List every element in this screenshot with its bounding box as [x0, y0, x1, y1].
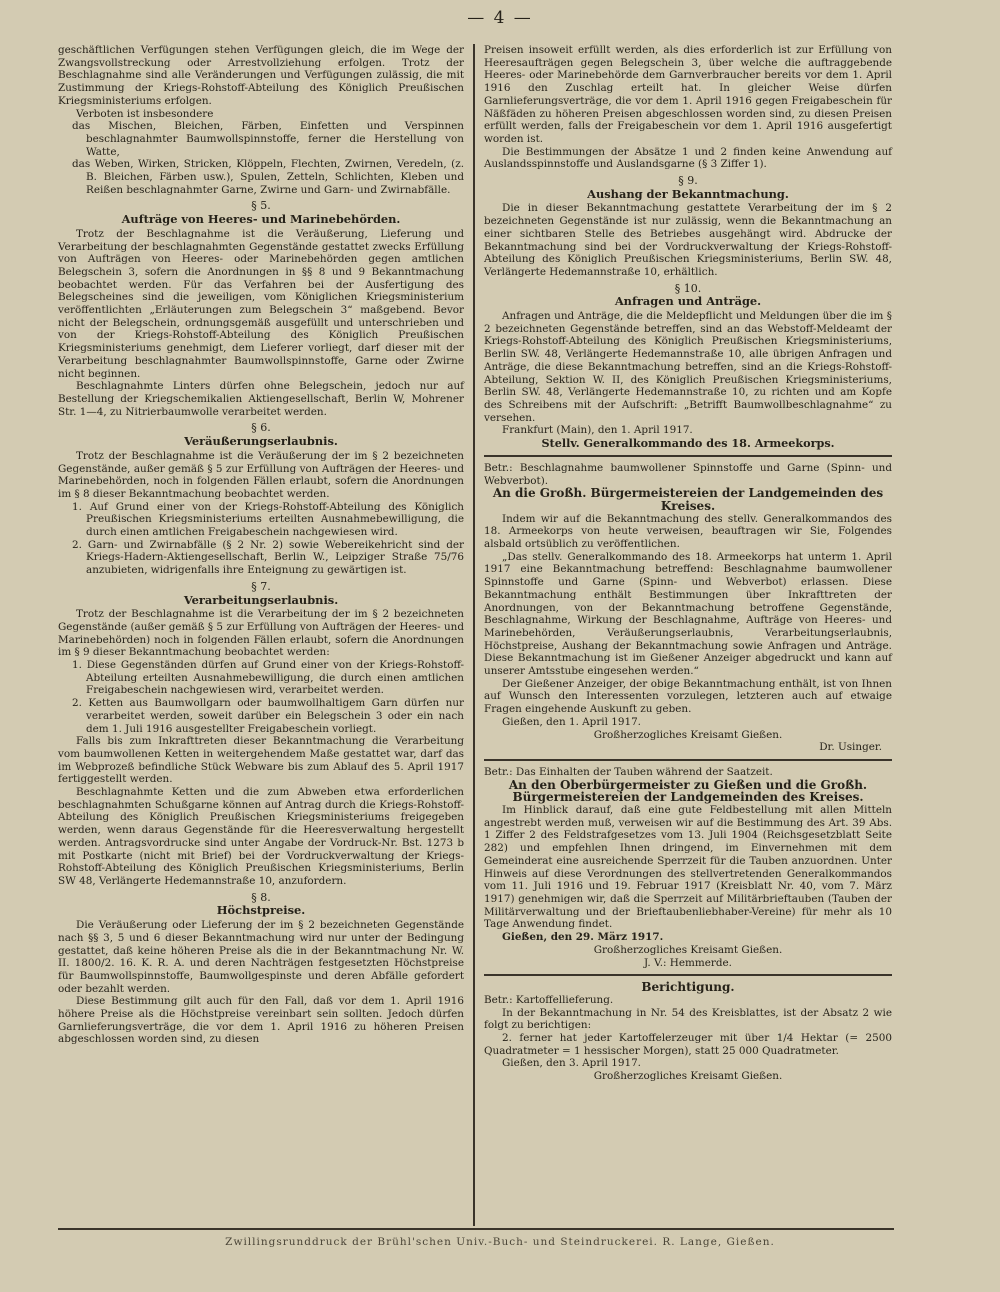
dateline: Frankfurt (Main), den 1. April 1917. [502, 424, 693, 437]
signature-name: J. V.: Hemmerde. [644, 956, 732, 969]
paragraph: Indem wir auf die Bekanntmachung des stellv. Generalkommandos des 18. Armeekorps von heute verweisen, beauftragen wir Sie, Folgendes alsbald ortsüblich zu veröffentlichen. [484, 512, 892, 551]
list-item: 2. Ketten aus Baumwollgarn oder baumwollhaltigem Garn dürfen nur verarbeitet werden, soweit darüber ein Belegschein 3 oder ein nach dem 1. Juli 1916 ausgestellter Freigabeschein vorliegt. [72, 697, 464, 735]
paragraph: Trotz der Beschlagnahme ist die Veräußerung der im § 2 bezeichneten Gegenstände, außer gemäß § 5 zur Erfüllung von Aufträgen der Heeres- und Marinebehörden, noch in folgenden Fällen erlaubt, sofern die Anordnungen im § 8 dieser Bekanntmachung beobachtet werden. [58, 449, 464, 500]
section-heading: Berichtigung. [641, 980, 735, 995]
subject-line: Betr.: Kartoffellieferung. [484, 993, 614, 1006]
subject-line: Betr.: Beschlagnahme baumwollener Spinnstoffe und Garne (Spinn- und Webverbot). [484, 461, 892, 487]
signature-name: Dr. Usinger. [819, 741, 882, 754]
section-number: § 9. [678, 174, 698, 188]
section-number: § 5. [251, 199, 271, 213]
signature: Großherzogliches Kreisamt Gießen. [593, 728, 783, 741]
list-item: 1. Diese Gegenständen dürfen auf Grund einer von der Kriegs-Rohstoff-Abteilung erteilten Ausnahmebewilligung, die durch einen amtlichen Freigabeschein nachgewiesen wird, verarbeitet werden. [72, 659, 464, 697]
list-item: 1. Auf Grund einer von der Kriegs-Rohstoff-Abteilung des Königlich Preußischen Kriegsministeriums erteilten Ausnahmebewilligung, die durch einen amtlichen Freigabeschein nachgewiesen wird. [72, 500, 464, 539]
dateline: Gießen, den 29. März 1917. [502, 931, 664, 944]
paragraph: Falls bis zum Inkrafttreten dieser Bekanntmachung die Verarbeitung vom baumwollenen Ketten in weitergehendem Maße gestattet war, darf das im Webprozeß befindliche Stück Webware bis zum Ablauf des 5. April 1917 fertiggestellt werden. [58, 735, 464, 786]
divider [484, 974, 892, 976]
paragraph: Trotz der Beschlagnahme ist die Verarbeitung der im § 2 bezeichneten Gegenstände (außer gemäß § 5 zur Erfüllung von Aufträgen der Heeres- und Marinebehörden) noch in folgenden Fällen erlaubt, sofern die Anordnungen im § 9 dieser Bekanntmachung beobachtet werden: [58, 608, 464, 659]
divider [484, 455, 892, 457]
paragraph: Preisen insoweit erfüllt werden, als dies erforderlich ist zur Erfüllung von Heeresaufträgen gegen Belegschein 3, über welche die auftraggebende Heeres- oder Marinebehörde dem Garnverbraucher bereits vor dem 1. April 1916 den Zuschlag erteilt hat. In gleicher Weise dürfen Garnlieferungsverträge, die vor dem 1. April 1916 gegen Freigabeschein für Näßfäden zu höheren Preisen abgeschlossen worden sind, zu diesen Preisen erfüllt werden, falls der Freigabeschein vor dem 1. April 1916 ausgefertigt worden ist. [484, 44, 892, 145]
section-heading: Aushang der Bekanntmachung. [587, 186, 789, 201]
paragraph: In der Bekanntmachung in Nr. 54 des Kreisblattes, ist der Absatz 2 wie folgt zu berichtigen: [484, 1006, 892, 1032]
section-heading: Veräußerungserlaubnis. [184, 434, 338, 449]
paragraph: Beschlagnahmte Ketten und die zum Abweben etwa erforderlichen beschlagnahmten Schußgarne können auf Antrag durch die Kriegs-Rohstoff-Abteilung des Königlich Preußischen Kriegsministeriums freigegeben werden, wenn daraus Gegenstände für die Heeresverwaltung hergestellt werden. Antragsvordrucke sind unter Angabe der Vordruck-Nr. Bst. 1273 b mit Postkarte (nicht mit Brief) bei der Vordruckverwaltung der Kriegs-Rohstoff-Abteilung des Königlich Preußischen Kriegsministeriums, Berlin SW 48, Verlängerte Hedemannstraße 10, anzufordern. [58, 786, 464, 887]
paragraph: 2. ferner hat jeder Kartoffelerzeuger mit über 1/4 Hektar (= 2500 Quadratmeter = 1 hessischer Morgen), statt 25 000 Quadratmeter. [484, 1032, 892, 1057]
dateline: Gießen, den 3. April 1917. [502, 1057, 641, 1070]
list-item: das Mischen, Bleichen, Färben, Einfetten und Verspinnen beschlagnahmter Baumwollspinnstoffe, ferner die Herstellung von Watte, [72, 120, 464, 158]
section-heading: Verarbeitungserlaubnis. [183, 592, 339, 607]
paragraph: Anfragen und Anträge, die die Meldepflicht und Meldungen über die im § 2 bezeichneten Gegenstände betreffen, sind an das Webstoff-Meldeamt der Kriegs-Rohstoff-Abteilung des Königlich Preußischen Kriegsministeriums, Berlin SW. 48, Verlängerte Hedemannstraße 10, alle übrigen Anfragen und Anträge, die diese Bekanntmachung betreffen, sind an die Kriegs-Rohstoff-Abteilung, Sektion W. II, des Königlich Preußischen Kriegsministeriums, Berlin SW. 48, Verlängerte Hedemannstraße 10, zu richten und am Kopfe des Schreibens mit der Aufschrift: „Betrifft Baumwollbeschlagnahme“ zu versehen. [484, 310, 892, 424]
paragraph: Im Hinblick darauf, daß eine gute Feldbestellung mit allen Mitteln angestrebt werden muß, verweisen wir auf die Bestimmung des Art. 39 Abs. 1 Ziffer 2 des Feldstrafgesetzes vom 13. Juli 1904 (Reichsgesetzblatt Seite 282) und empfehlen Ihnen dringend, im Einvernehmen mit dem Gemeinderat eine ausreichende Sperrzeit für die Tauben anzuordnen. Unter Hinweis auf diese Verordnungen des stellvertretenden Generalkommandos vom 11. Juli 1916 und 19. Februar 1917 (Kreisblatt Nr. 40, vom 7. März 1917) genehmigen wir, daß die Sperrzeit auf Militärbrieftauben (Tauben der Militärverwaltung und der Brieftaubenliebhaber-Vereine) für mehr als 10 Tage Anwendung findet. [484, 804, 892, 931]
address-heading: An die Großh. Bürgermeistereien der Landgemeinden des Kreises. [492, 486, 884, 513]
paragraph: geschäftlichen Verfügungen stehen Verfügungen gleich, die im Wege der Zwangsvollstreckung oder Arrestvollziehung erfolgen. Trotz der Beschlagnahme sind alle Veränderungen und Verfügungen zulässig, die mit Zustimmung der Kriegs-Rohstoff-Abteilung des Königlich Preußischen Kriegsministeriums erfolgen. [58, 44, 464, 107]
list-item: 2. Garn- und Zwirnabfälle (§ 2 Nr. 2) sowie Webereikehricht sind der Kriegs-Hadern-Aktiengesellschaft, Berlin W., Leipziger Straße 75/76 anzubieten, widrigenfalls ihre Enteignung zu gewärtigen ist. [72, 538, 464, 577]
divider [484, 759, 892, 761]
paragraph: Beschlagnahmte Linters dürfen ohne Belegschein, jedoch nur auf Bestellung der Kriegschemikalien Aktiengesellschaft, Berlin W, Mohrener Str. 1—4, zu Nitrierbaumwolle verarbeitet werden. [58, 380, 464, 418]
dateline: Gießen, den 1. April 1917. [502, 715, 641, 728]
footer-divider [58, 1228, 894, 1230]
paragraph: Diese Bestimmung gilt auch für den Fall, daß vor dem 1. April 1916 höhere Preise als die Höchstpreise vereinbart sein sollten. Jedoch dürfen Garnlieferungsverträge, die vor dem 1. April 1916 zu höheren Preisen abgeschlossen worden sind, zu diesen [58, 995, 464, 1046]
signature: Stellv. Generalkommando des 18. Armeekorps. [541, 436, 835, 451]
address-heading: An den Oberbürgermeister zu Gießen und die Großh. Bürgermeistereien der Landgemeinden des Kreises. [508, 777, 868, 805]
paragraph: Die Veräußerung oder Lieferung der im § 2 bezeichneten Gegenstände nach §§ 3, 5 und 6 dieser Bekanntmachung wird nur unter der Bedingung gestattet, daß keine höheren Preise als die in der Bekanntmachung Nr. W. II. 1800/2. 16. K. R. A. und deren Nachträgen festgesetzten Höchstpreise für Baumwollspinnstoffe, Baumwollgespinste und deren Abfälle gefordert oder bezahlt werden. [58, 919, 464, 995]
section-heading: Aufträge von Heeres- und Marinebehörden. [121, 212, 401, 227]
list-item: das Weben, Wirken, Stricken, Klöppeln, Flechten, Zwirnen, Veredeln, (z. B. Bleichen, Färben usw.), Spulen, Zetteln, Schlichten, Kleben und Reißen beschlagnahmter Garne, Zwirne und Garn- und Zwirnabfälle. [72, 158, 464, 196]
section-number: § 6. [251, 421, 271, 435]
paragraph: Verboten ist insbesondere [76, 107, 214, 120]
page-number: — 4 — [467, 8, 533, 28]
section-number: § 10. [674, 281, 702, 295]
section-heading: Anfragen und Anträge. [614, 294, 762, 309]
paragraph: Die in dieser Bekanntmachung gestattete Verarbeitung der im § 2 bezeichneten Gegenstände ist nur zulässig, wenn die Bekanntmachung an einer sichtbaren Stelle des Betriebes ausgehängt wird. Abdrucke der Bekanntmachung sind bei der Vordruckverwaltung der Kriegs-Rohstoff-Abteilung des Königlich Preußischen Kriegsministeriums, Berlin SW. 48, Verlängerte Hedemannstraße 10, erhältlich. [484, 202, 892, 278]
printer-imprint: Zwillingsrunddruck der Brühl'schen Univ.-Buch- und Steindruckerei. R. Lange, Gießen. [225, 1236, 775, 1248]
right-column [484, 44, 892, 1224]
paragraph: Die Bestimmungen der Absätze 1 und 2 finden keine Anwendung auf Auslandsspinnstoffe und Auslandsgarne (§ 3 Ziffer 1). [484, 145, 892, 171]
signature: Großherzogliches Kreisamt Gießen. [593, 943, 783, 956]
left-column [58, 44, 464, 1224]
paragraph: Trotz der Beschlagnahme ist die Veräußerung, Lieferung und Verarbeitung der beschlagnahmten Gegenstände gestattet zwecks Erfüllung von Aufträgen von Heeres- oder Marinebehörden gegen amtlichen Belegschein 3, sofern die Anordnungen in §§ 8 und 9 Bekanntmachung beobachtet werden. Für das Verfahren bei der Ausfertigung des Belegscheines sind die jeweiligen, vom Königlichen Kriegsministerium veröffentlichten „Erläuterungen zum Belegschein 3“ maßgebend. Bevor nicht der Belegschein, ordnungsgemäß ausgefüllt und unterschrieben und von der Kriegs-Rohstoff-Abteilung des Königlich Preußischen Kriegsministeriums genehmigt, dem Lieferer vorliegt, darf dieser mit der Verarbeitung beschlagnahmter Baumwollspinnstoffe, Garne oder Zwirne nicht beginnen. [58, 227, 464, 380]
section-heading: Höchstpreise. [216, 903, 306, 918]
section-number: § 8. [251, 890, 271, 904]
column-divider [473, 44, 475, 1226]
paragraph: „Das stellv. Generalkommando des 18. Armeekorps hat unterm 1. April 1917 eine Bekanntmachung betreffend: Beschlagnahme baumwollener Spinnstoffe und Garne (Spinn- und Webverbot) erlassen. Diese Bekanntmachung enthält Bestimmungen über Inkrafttreten der Anordnungen, von der Bekanntmachung betroffene Gegenstände, Beschlagnahme, Wirkung der Beschlagnahme, Aufträge von Heeres- und Marinebehörden, Veräußerungserlaubnis, Verarbeitungserlaubnis, Höchstpreise, Aushang der Bekanntmachung sowie Anfragen und Anträge. Diese Bekanntmachung ist im Gießener Anzeiger abgedruckt und kann auf unserer Amtsstube eingesehen werden.“ [484, 550, 892, 678]
subject-line: Betr.: Das Einhalten der Tauben während der Saatzeit. [484, 765, 773, 778]
signature: Großherzogliches Kreisamt Gießen. [593, 1070, 783, 1083]
section-number: § 7. [251, 579, 271, 593]
paragraph: Der Gießener Anzeiger, der obige Bekanntmachung enthält, ist von Ihnen auf Wunsch den Interessenten vorzulegen, letzteren auch auf etwaige Fragen eingehende Auskunft zu geben. [484, 677, 892, 716]
